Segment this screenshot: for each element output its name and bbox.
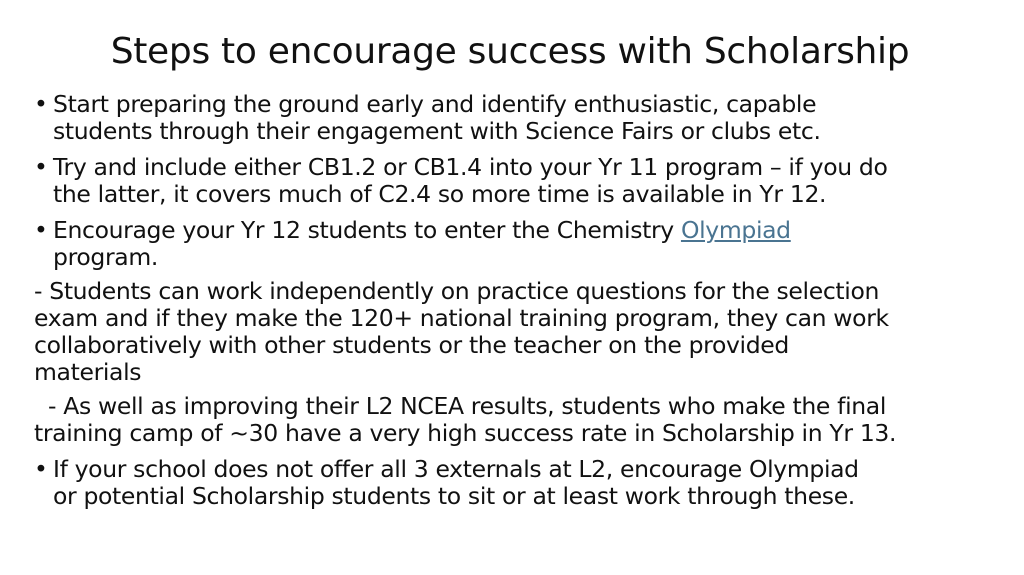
olympiad-link[interactable]: Olympiad	[680, 216, 791, 244]
paragraph-line: materials	[34, 358, 142, 386]
paragraph-ncea-results	[34, 393, 1009, 447]
bullet-text-line: • If your school does not offer all 3 externals at L2, encourage Olympiad	[53, 455, 859, 483]
bullet-text-line: the latter, it covers much of C2.4 so more time is available in Yr 12.	[53, 180, 827, 208]
bullet-item-olympiad	[34, 217, 1009, 271]
slide-body	[34, 91, 1009, 510]
paragraph-line	[34, 393, 1009, 420]
bullet-text-prefix: Encourage your Yr 12 students to enter the Chemistry	[53, 216, 681, 244]
paragraph-line: collaboratively with other students or the teacher on the provided	[34, 331, 789, 359]
slide-title: Steps to encourage success with Scholarship	[110, 31, 910, 72]
bullet-item-yr11-program	[34, 154, 1009, 208]
paragraph-line-text: - As well as improving their L2 NCEA results, students who make the final	[48, 392, 887, 420]
paragraph-line: - Students can work independently on practice questions for the selection	[34, 277, 880, 305]
bullet-text-line: program.	[53, 243, 158, 271]
paragraph-line: exam and if they make the 120+ national training program, they can work	[34, 304, 889, 332]
paragraph-independent-work	[34, 278, 1009, 386]
bullet-item-externals-l2	[34, 456, 1009, 510]
paragraph-line: training camp of ~30 have a very high success rate in Scholarship in Yr 13.	[34, 419, 897, 447]
bullet-text-line: students through their engagement with Science Fairs or clubs etc.	[53, 117, 821, 145]
bullet-item-early-preparation	[34, 91, 1009, 145]
bullet-text-line: or potential Scholarship students to sit or at least work through these.	[53, 482, 855, 510]
bullet-text-line: • Try and include either CB1.2 or CB1.4 into your Yr 11 program – if you do	[53, 153, 888, 181]
bullet-text-line	[53, 217, 1009, 244]
bullet-text-line: • Start preparing the ground early and identify enthusiastic, capable	[53, 90, 817, 118]
